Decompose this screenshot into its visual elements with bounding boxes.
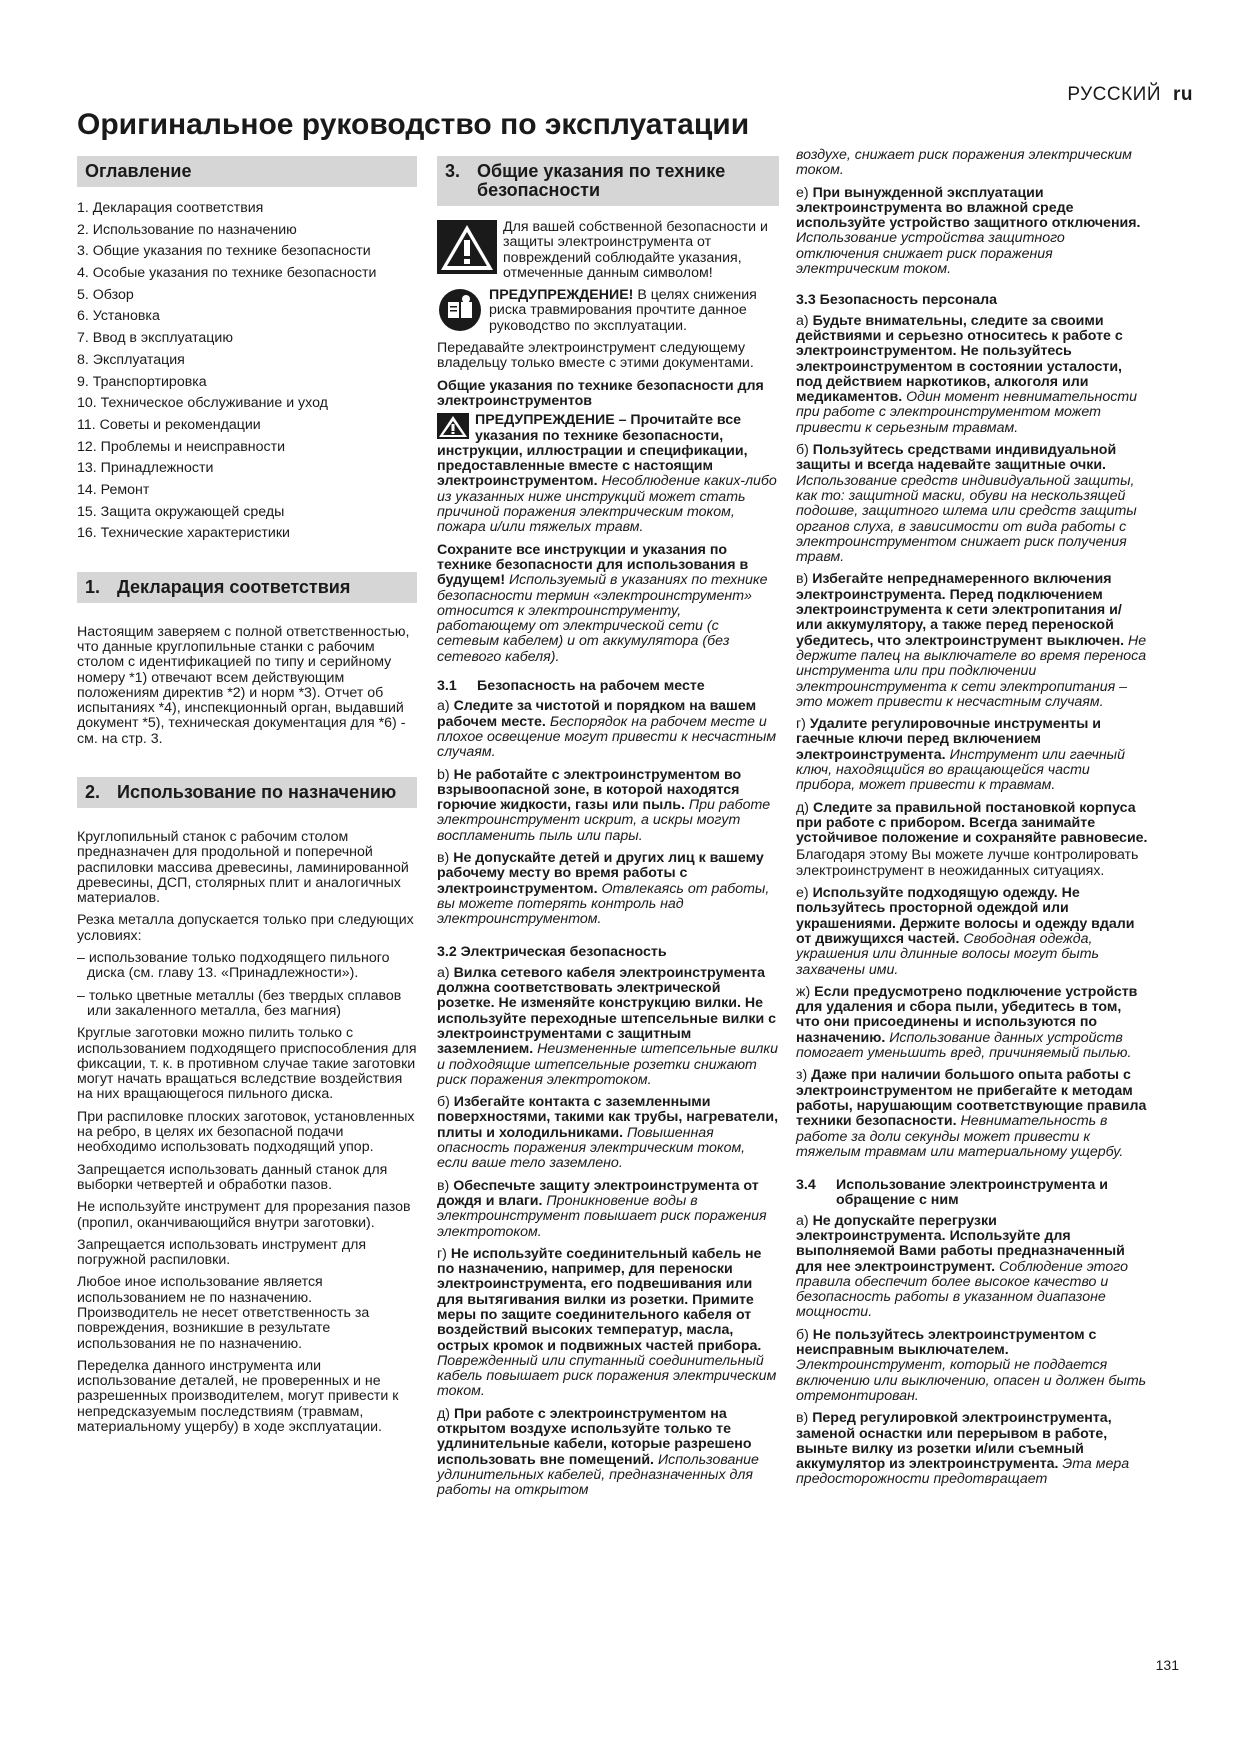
toc-item[interactable]: 9. Транспортировка (77, 373, 207, 390)
paragraph: Передавайте электроинструмент следующему владельцу только вместе с этими документами. (437, 340, 754, 372)
safety-item: г) Не используйте соединительный кабель не по назначению, например, для переноски электроинструмента, его подвешивания или для вытягивания вилки из розетки. Примите меры по защите соединительного кабеля от воздействий высоких температур, масла, острых кромок и подвижных частей прибора. Поврежденный или спутанный соединительный кабель повышает риск поражения электрическим током. (437, 1245, 777, 1400)
dash-item: – только цветные металлы (без твердых сплавов или закаленного металла, без магния) (77, 987, 402, 1019)
safety-item: г) Удалите регулировочные инструменты и гаечные ключи перед включением электроинструмента. Инструмент или гаечный ключ, находящийся во вращающейся части прибора, может привести к травмам. (796, 716, 1126, 794)
warning-triangle-small-icon (437, 413, 469, 439)
general-safety-heading: Общие указания по технике безопасности для электроинструментов (437, 377, 764, 409)
safety-item: е) При вынужденной эксплуатации электроинструмента во влажной среде используйте устройство защитного отключения. Использование устройства защитного отключения снижает риск поражения электрическим током. (796, 184, 1141, 278)
safety-item: е) Используйте подходящую одежду. Не пользуйтесь просторной одеждой или украшениями. Держите волосы и одежду вдали от движущихся частей. Свободная одежда, украшения или длинные волосы могут быть захвачены ими. (796, 885, 1135, 978)
toc-item[interactable]: 6. Установка (77, 308, 160, 325)
symbol-note: Для вашей собственной безопасности и защиты электроинструмента от повреждений соблюдайте указания, отмеченные данным символом! (503, 219, 768, 281)
continued-text: воздухе, снижает риск поражения электрическим током. (796, 147, 1132, 179)
subsection-3-1-heading: 3.1 Безопасность на рабочем месте (437, 678, 705, 695)
paragraph: Переделка данного инструмента или использование деталей, не проверенных и не разрешенных производителем, могут привести к непредсказуемым последствиям (травмам, материальному ущербу) в ходе эксплуатации. (77, 1357, 399, 1436)
paragraph: Круглые заготовки можно пилить только с использованием подходящего приспособления для фиксации, т. к. в противном случае такие заготовки могут начать вращаться вследствие воздействия на них вращающегося пильного диска. (77, 1025, 417, 1103)
section-2-heading: 2. Использование по назначению (77, 777, 417, 808)
safety-item: б) Избегайте контакта с заземленными поверхностями, такими как трубы, нагреватели, плиты и холодильниками. Повышенная опасность поражения электрическим током, если ваше тело заземлено. (437, 1094, 779, 1172)
toc-item[interactable]: 5. Обзор (77, 286, 134, 303)
subsection-3-2-heading: 3.2 Электрическая безопасность (437, 944, 667, 961)
safety-item: ж) Если предусмотрено подключение устройств для удаления и сбора пыли, убедитесь в том, что они присоединены и используются по назначению. Использование данных устройств помогает уменьшить вред, причиняемый пылью. (796, 983, 1138, 1062)
column-1 (77, 156, 417, 1442)
warning-triangle-icon (437, 220, 497, 274)
safety-item: а) Будьте внимательны, следите за своими действиями и серьезно относитесь к работе с электроинструментом. Не пользуйтесь электроинструментом в состоянии усталости, под действием наркотиков, алкоголя или медикаментов. Один момент невнимательности при работе с электроинструментом может привести к серьезным травмам. (796, 312, 1138, 436)
safety-item: в) Избегайте непреднамеренного включения электроинструмента. Перед подключением электроинструмента к сети электропитания и/или аккумулятору, а также перед переноской убедитесь, что электроинструмент выключен. Не держите палец на выключателе во время переноса инструмента или при подключении электроинструмента к сети электропитания – это может привести к несчастным случаям. (796, 571, 1147, 710)
toc-item[interactable]: 1. Декларация соответствия (77, 200, 264, 216)
toc-item[interactable]: 13. Принадлежности (77, 460, 214, 477)
safety-item: в) Не допускайте детей и других лиц к вашему рабочему месту во время работы с электроинструментом. Отвлекаясь от работы, вы можете потерять контроль над электроинструментом. (437, 849, 770, 928)
safety-item: б) Пользуйтесь средствами индивидуальной защиты и всегда надевайте защитные очки. Использование средств индивидуальной защиты, как то: защитной маски, обуви на нескользящей подошве, защитного шлема или средств защиты органов слуха, в зависимости от вида работы с электроинструментом снижает риск получения травм. (796, 442, 1137, 566)
paragraph: Запрещается использовать данный станок для выборки четвертей и обработки пазов. (77, 1161, 388, 1193)
toc-heading: Оглавление (77, 156, 417, 187)
paragraph: Благодаря этому Вы можете лучше контролировать электроинструмент в неожиданных ситуациях. (796, 847, 1139, 879)
toc-item[interactable]: 12. Проблемы и неисправности (77, 438, 286, 455)
toc-item[interactable]: 10. Техническое обслуживание и уход (77, 395, 328, 412)
toc-item[interactable]: 14. Ремонт (77, 481, 150, 498)
toc-item[interactable]: 16. Технические характеристики (77, 525, 290, 542)
toc-item[interactable]: 2. Использование по назначению (77, 221, 297, 238)
toc-item[interactable]: 3. Общие указания по технике безопасности (77, 243, 371, 260)
paragraph: Не используйте инструмент для прорезания пазов (пропил, оканчивающийся внутри заготовки). (77, 1199, 411, 1231)
safety-item: а) Следите за чистотой и порядком на вашем рабочем месте. Беспорядок на рабочем месте и плохое освещение могут привести к несчастным случаям. (437, 698, 777, 761)
toc-item[interactable]: 11. Советы и рекомендации (77, 416, 261, 433)
page-title: Оригинальное руководство по эксплуатации (77, 108, 750, 141)
safety-item: д) Следите за правильной постановкой корпуса при работе с прибором. Всегда занимайте устойчивое положение и сохраняйте равновесие. (796, 799, 1148, 847)
safety-item: б) Не пользуйтесь электроинструментом с неисправным выключателем. Электроинструмент, который не поддается включению или выключению, опасен и должен быть отремонтирован. (796, 1326, 1147, 1404)
toc-item[interactable]: 7. Ввод в эксплуатацию (77, 330, 233, 347)
safety-item: в) Перед регулировкой электроинструмента, заменой оснастки или перерывом в работе, выньте вилку из розетки и/или съемный аккумулятор из электроинструмента. Эта мера предосторожности предотвращает (796, 1410, 1130, 1488)
keep-instructions: Сохраните все инструкции и указания по технике безопасности для использования в будущем! Используемый в указаниях по технике безопасности термин «электроинструмент» относится к электроинструменту, работающему от электрической сети (с сетевым кабелем) и от аккумулятора (без сетевого кабеля). (437, 541, 768, 665)
general-warning: ПРЕДУПРЕЖДЕНИЕ – Прочитайте все указания по технике безопасности, инструкции, иллюстрации и спецификации, предоставленные вместе с настоящим электроинструментом. Несоблюдение каких-либо из указанных ниже инструкций может стать причиной поражения электрическим током, пожара и/или тяжелых травм. (437, 412, 777, 536)
paragraph: Резка металла допускается только при следующих условиях: (77, 912, 414, 944)
subsection-3-4-heading: 3.4 Использование электроинструмента и обращение с ним (796, 1177, 1108, 1209)
safety-item: з) Даже при наличии большого опыта работы с электроинструментом не прибегайте к методам работы, нарушающим соответствующие правила техники безопасности. Невнимательность в работе за доли секунды может привести к тяжелым травмам или материальному ущербу. (796, 1067, 1147, 1160)
safety-item: а) Вилка сетевого кабеля электроинструмента должна соответствовать электрической розетке. Не изменяйте конструкцию вилки. Не используйте переходные штепсельные вилки с электроинструментами с защитным заземлением. Неизмененные штепсельные вилки и подходящие штепсельные розетки снижают риск поражения электротоком. (437, 964, 778, 1088)
column-3 (796, 148, 1148, 1495)
section-1-heading: 1. Декларация соответствия (77, 572, 417, 603)
paragraph: Любое иное использование является использованием не по назначению. Производитель не несет ответственность за повреждения, возникшие в результате использования не по назначению. (77, 1274, 370, 1352)
safety-item: а) Не допускайте перегрузки электроинструмента. Используйте для выполняемой Вами работы предназначенный для нее электроинструмент. Соблюдение этого правила обеспечит более высокое качество и безопасность работы в указанном диапазоне мощности. (796, 1212, 1128, 1321)
safety-item: д) При работе с электроинструментом на открытом воздухе используйте только те удлинительные кабели, которые разрешено использовать вне помещений. Использование удлинительных кабелей, предназначенных для работы на открытом (437, 1405, 759, 1499)
paragraph: При распиловке плоских заготовок, установленных на ребро, в целях их безопасной подачи необходимо использовать подходящий упор. (77, 1108, 415, 1156)
read-manual-icon (437, 288, 483, 332)
toc-item[interactable]: 15. Защита окружающей среды (77, 503, 285, 520)
paragraph: Запрещается использовать инструмент для погружной распиловки. (77, 1236, 367, 1269)
toc-item[interactable]: 8. Эксплуатация (77, 351, 185, 368)
toc-item[interactable]: 4. Особые указания по технике безопасности (77, 265, 377, 282)
safety-item: b) Не работайте с электроинструментом во взрывоопасной зоне, в которой находятся горючие жидкости, газы или пыль. При работе электроинструмент искрит, а искры могут воспламенить пыль или пары. (437, 766, 771, 844)
page-number: 131 (1155, 1657, 1179, 1673)
subsection-3-3-heading: 3.3 Безопасность персонала (796, 292, 998, 309)
safety-item: в) Обеспечьте защиту электроинструмента от дождя и влаги. Проникновение воды в электроинструмент повышает риск поражения электротоком. (437, 1177, 767, 1240)
toc-list (77, 201, 417, 542)
section-3-heading: 3. Общие указания по технике безопасности (437, 156, 779, 206)
column-2 (437, 156, 779, 1506)
warning-read-manual: ПРЕДУПРЕЖДЕНИЕ! В целях снижения риска травмирования прочтите данное руководство по эксплуатации. (489, 287, 757, 334)
section-1-text: Настоящим заверяем с полной ответственностью, что данные круглопильные станки с рабочим столом с идентификацией по типу и серийному номеру *1) отвечают всем действующим положениям директив *2) и норм *3). Отчет об испытаниях *4), инспекционный орган, выдавший документ *5), техническая документация для *6) - см. на стр. 3. (77, 623, 410, 747)
paragraph: Круглопильный станок с рабочим столом предназначен для продольной и поперечной распиловки массива древесины, ламинированной древесины, ДСП, столярных плит и аналогичных материалов. (77, 828, 409, 907)
dash-item: – использование только подходящего пильного диска (см. главу 13. «Принадлежности»). (77, 950, 390, 982)
language-label: РУССКИЙ ru (1067, 84, 1193, 105)
